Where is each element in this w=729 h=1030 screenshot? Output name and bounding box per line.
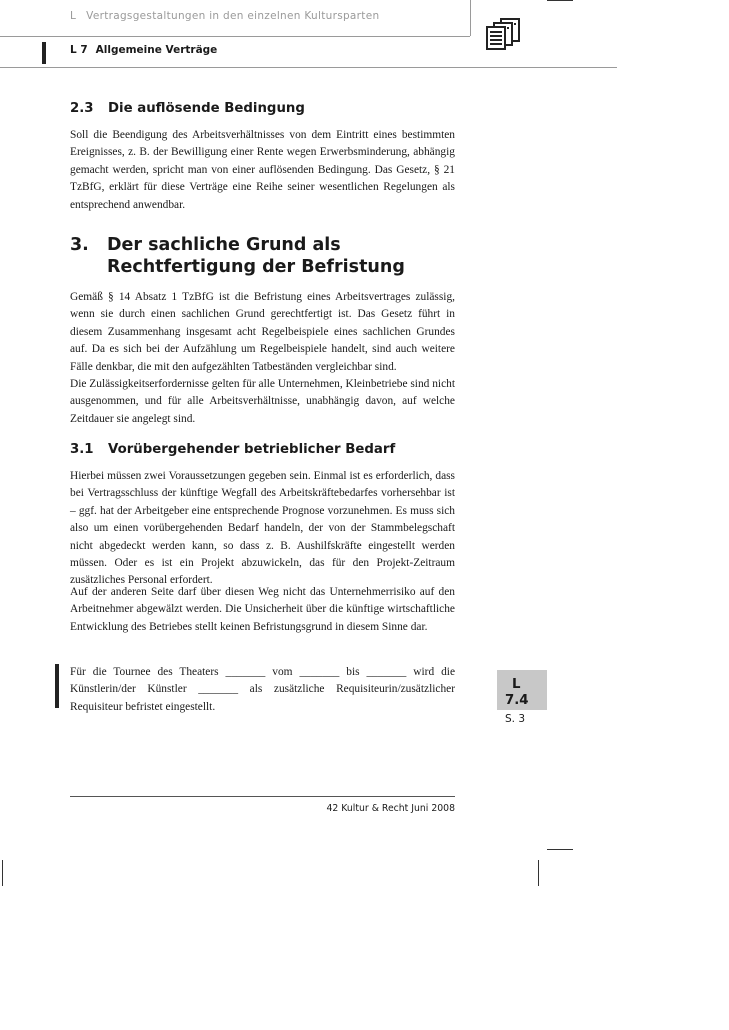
chapter-number: L 7 — [70, 44, 88, 56]
chapter-rule — [0, 67, 617, 68]
running-header-letter: L — [70, 10, 77, 22]
chapter-title: Allgemeine Verträge — [95, 44, 218, 56]
tab-page: S. 3 — [505, 713, 526, 725]
section-title: Der sachliche Grund als Rechtfertigung der Befristung — [107, 235, 405, 277]
section-heading-2-3 — [70, 101, 305, 116]
section-number: 3. — [70, 235, 89, 255]
paragraph: Die Zulässigkeitserfordernisse gelten für alle Unternehmen, Kleinbetriebe sind nicht ausgenommen, und für alle Arbeitsverhältnisse, unabhängig davon, auf welche Zeitdauer sie angelegt sind. — [70, 378, 455, 425]
header-vertical-rule — [470, 0, 471, 36]
example-clause: Für die Tournee des Theaters _______ vom _______ bis _______ wird die Künstlerin/der Künstler _______ als zusätzliche Requisiteurin/zusätzlicher Requisiteur befristet eingestellt. — [70, 666, 455, 713]
crop-mark — [547, 849, 573, 850]
crop-mark — [538, 860, 539, 886]
section-number: 2.3 — [70, 101, 94, 116]
chapter-header — [70, 44, 217, 56]
running-header-title: Vertragsgestaltungen in den einzelnen Kultursparten — [86, 10, 380, 22]
crop-mark — [2, 860, 3, 886]
example-marker-bar — [55, 664, 59, 708]
section-title: Die auflösende Bedingung — [108, 101, 305, 116]
section-heading-3-1 — [70, 442, 395, 457]
paragraph: Hierbei müssen zwei Voraussetzungen gegeben sein. Einmal ist es erforderlich, dass bei Vertragsschluss der künftige Wegfall des Arbeitskräftebedarfes vorhersehbar ist – ggf. hat der Arbeitgeber eine entsprechende Prognose vorzunehmen. Es muss sich also um einen vorübergehenden Bedarf handeln, der von der Stammbelegschaft nicht abgedeckt werden kann, so dass z. B. Aushilfskräfte eingestellt werden müssen. Oder es ist ein Projekt abzuwickeln, das für den Projekt-Zeitraum zusätzliches Personal erfordert. — [70, 470, 455, 587]
section-title: Vorübergehender betrieblicher Bedarf — [108, 442, 396, 457]
paragraph: Soll die Beendigung des Arbeitsverhältnisses von dem Eintritt eines bestimmten Ereignisses, z. B. der Bewilligung einer Rente wegen Erwerbsminderung, abhängig gemacht werden, spricht man von einer auflösenden Bedingung. Das Gesetz, § 21 TzBfG, erklärt für diese Verträge eine Reihe seiner wesentlichen Regelungen als entsprechend anwendbar. — [70, 129, 455, 211]
document-stack-icon — [485, 18, 523, 52]
header-rule — [0, 36, 470, 37]
footer-text: 42 Kultur & Recht Juni 2008 — [326, 803, 455, 814]
crop-mark — [547, 0, 573, 1]
chapter-marker-bar — [42, 42, 46, 64]
paragraph: Gemäß § 14 Absatz 1 TzBfG ist die Befristung eines Arbeitsvertrages zulässig, wenn sie durch einen sachlichen Grund gerechtfertigt ist. Das Gesetz führt in diesem Zusammenhang insgesamt acht Regelbeispiele eines sachlichen Grundes auf. Da es sich bei der Aufzählung um Regelbeispiele handelt, sind auch weitere Fälle denkbar, die mit den aufgezählten Tatbeständen vergleichbar sind. — [70, 291, 455, 373]
paragraph: Auf der anderen Seite darf über diesen Weg nicht das Unternehmerrisiko auf den Arbeitnehmer abgewälzt werden. Die Unsicherheit über die künftige wirtschaftliche Entwicklung des Betriebes stellt keinen Befristungsgrund in diesem Sinne dar. — [70, 586, 455, 633]
footer-rule — [70, 796, 455, 797]
tab-number: 7.4 — [505, 693, 529, 708]
section-number: 3.1 — [70, 442, 94, 457]
tab-letter: L — [512, 677, 521, 692]
running-header — [70, 10, 379, 22]
section-heading-3 — [70, 234, 460, 278]
